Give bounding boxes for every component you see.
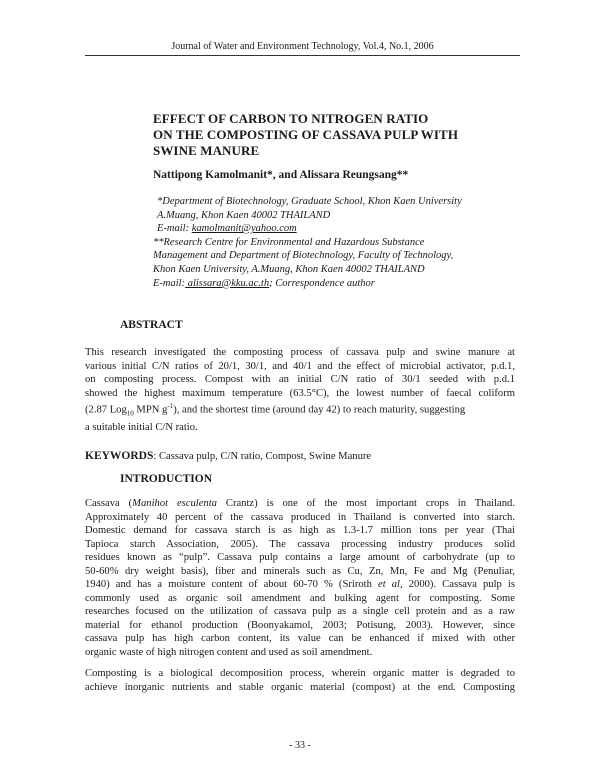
text-run: et al: [378, 579, 400, 590]
abstract-line: showed the highest maximum temperature (63.5°C), the lowest number of faecal coliform: [85, 387, 515, 399]
journal-header: Journal of Water and Environment Technology, Vol.4, No.1, 2006: [171, 41, 434, 52]
introduction-paragraph-2: [85, 667, 515, 694]
email-line-1: [153, 222, 533, 236]
title-line: EFFECT OF CARBON TO NITROGEN RATIO: [153, 111, 429, 126]
intro-line: Approximately 40 percent of the cassava produced in Thailand is converted into starch.: [85, 511, 515, 523]
intro-line: organic waste of high nitrogen content and used as soil amendment.: [85, 646, 373, 658]
text-run: MPN g: [133, 404, 168, 416]
email-label: E-mail:: [153, 277, 186, 289]
keywords-label: KEYWORDS: [85, 450, 154, 462]
intro-line: Tapioca starch Association, 2005). The cassava processing industry produces solid: [85, 538, 515, 550]
abstract-heading: ABSTRACT: [120, 319, 183, 331]
affiliation-line: Khon Kaen University, A.Muang, Khon Kaen 40002 THAILAND: [153, 263, 425, 275]
intro-line: material for ethanol production (Boonyakamol, 2003; Potisung, 2003). However, since: [85, 619, 515, 631]
intro-line: 50-60% dry weight basis), fiber and minerals such as Cu, Zn, Mn, Fe and Mg (Penuliar,: [85, 565, 515, 577]
email-line-2: [153, 277, 533, 291]
affiliations: [153, 195, 533, 290]
affiliation-line: **Research Centre for Environmental and Hazardous Substance: [153, 236, 425, 248]
email-link[interactable]: kamolmanit@yahoo.com: [191, 223, 297, 235]
superscript: -1: [167, 402, 174, 410]
intro-line: achieve inorganic nutrients and stable organic material (compost) at the end. Composting: [85, 681, 515, 693]
abstract-line: a suitable initial C/N ratio.: [85, 422, 198, 434]
abstract-line: various initial C/N ratios of 20/1, 30/1, and 40/1 and the effect of microbial activator, p.d.1,: [85, 360, 515, 372]
intro-line: researches focused on the utilization of cassava pulp as a single cell protein and as a raw: [85, 606, 515, 617]
species-name: Manihot esculenta: [132, 498, 217, 509]
intro-line: residues known as “pulp”. Cassava pulp contains a large amount of carbohydrate (up to: [85, 552, 515, 563]
affiliation-line: *Department of Biotechnology, Graduate School, Khon Kaen University: [157, 196, 462, 207]
abstract-line: [85, 400, 515, 421]
paper-title: [153, 111, 533, 159]
text-run: ), and the shortest time (around day 42) to reach maturity, suggesting: [173, 404, 466, 416]
abstract-line: on composting process. Compost with an initial C/N ratio of 30/1 seeded with p.d.1: [85, 374, 515, 385]
text-run: Cassava (: [85, 498, 133, 509]
email-label: E-mail:: [157, 223, 192, 235]
introduction-paragraph-1: [85, 497, 515, 659]
intro-line: [85, 578, 515, 592]
affiliation-line: Management and Department of Biotechnology, Faculty of Technology,: [153, 250, 454, 262]
text-run: Crantz) is one of the most important crops in Thailand.: [216, 498, 516, 509]
header-rule: [85, 55, 520, 56]
abstract-body: [85, 346, 515, 435]
text-run: , 2000). Cassava pulp is: [399, 579, 515, 590]
subscript: 10: [126, 409, 134, 418]
abstract-line: This research investigated the composting process of cassava pulp and swine manure at: [85, 347, 515, 358]
intro-line: commonly used as organic soil amendment and bulking agent for composting. Some: [85, 592, 515, 604]
email-link[interactable]: alissara@kku.ac.th: [185, 277, 270, 289]
intro-line: Domestic demand for cassava starch is as high as 1.3-1.7 million tons per year (Thai: [85, 525, 515, 536]
page-number: - 33 -: [289, 740, 311, 751]
text-run: (2.87 Log: [85, 404, 127, 416]
affiliation-line: A.Muang, Khon Kaen 40002 THAILAND: [157, 209, 331, 221]
correspondence-note: ; Correspondence author: [269, 277, 375, 289]
text-run: 1940) and has a moisture content of about 60-70 % (Sriroth: [85, 579, 378, 590]
intro-line: cassava pulp has high carbon content, its value can be enhanced if mixed with other: [85, 633, 515, 644]
intro-line: [85, 497, 515, 511]
title-line: SWINE MANURE: [153, 143, 260, 158]
keywords: [85, 450, 515, 464]
authors: Nattipong Kamolmanit*, and Alissara Reungsang**: [153, 169, 409, 181]
title-line: ON THE COMPOSTING OF CASSAVA PULP WITH: [153, 127, 459, 142]
introduction-heading: INTRODUCTION: [120, 473, 213, 485]
keywords-text: : Cassava pulp, C/N ratio, Compost, Swine Manure: [153, 451, 372, 462]
intro-line: Composting is a biological decomposition process, wherein organic matter is degraded to: [85, 668, 515, 679]
